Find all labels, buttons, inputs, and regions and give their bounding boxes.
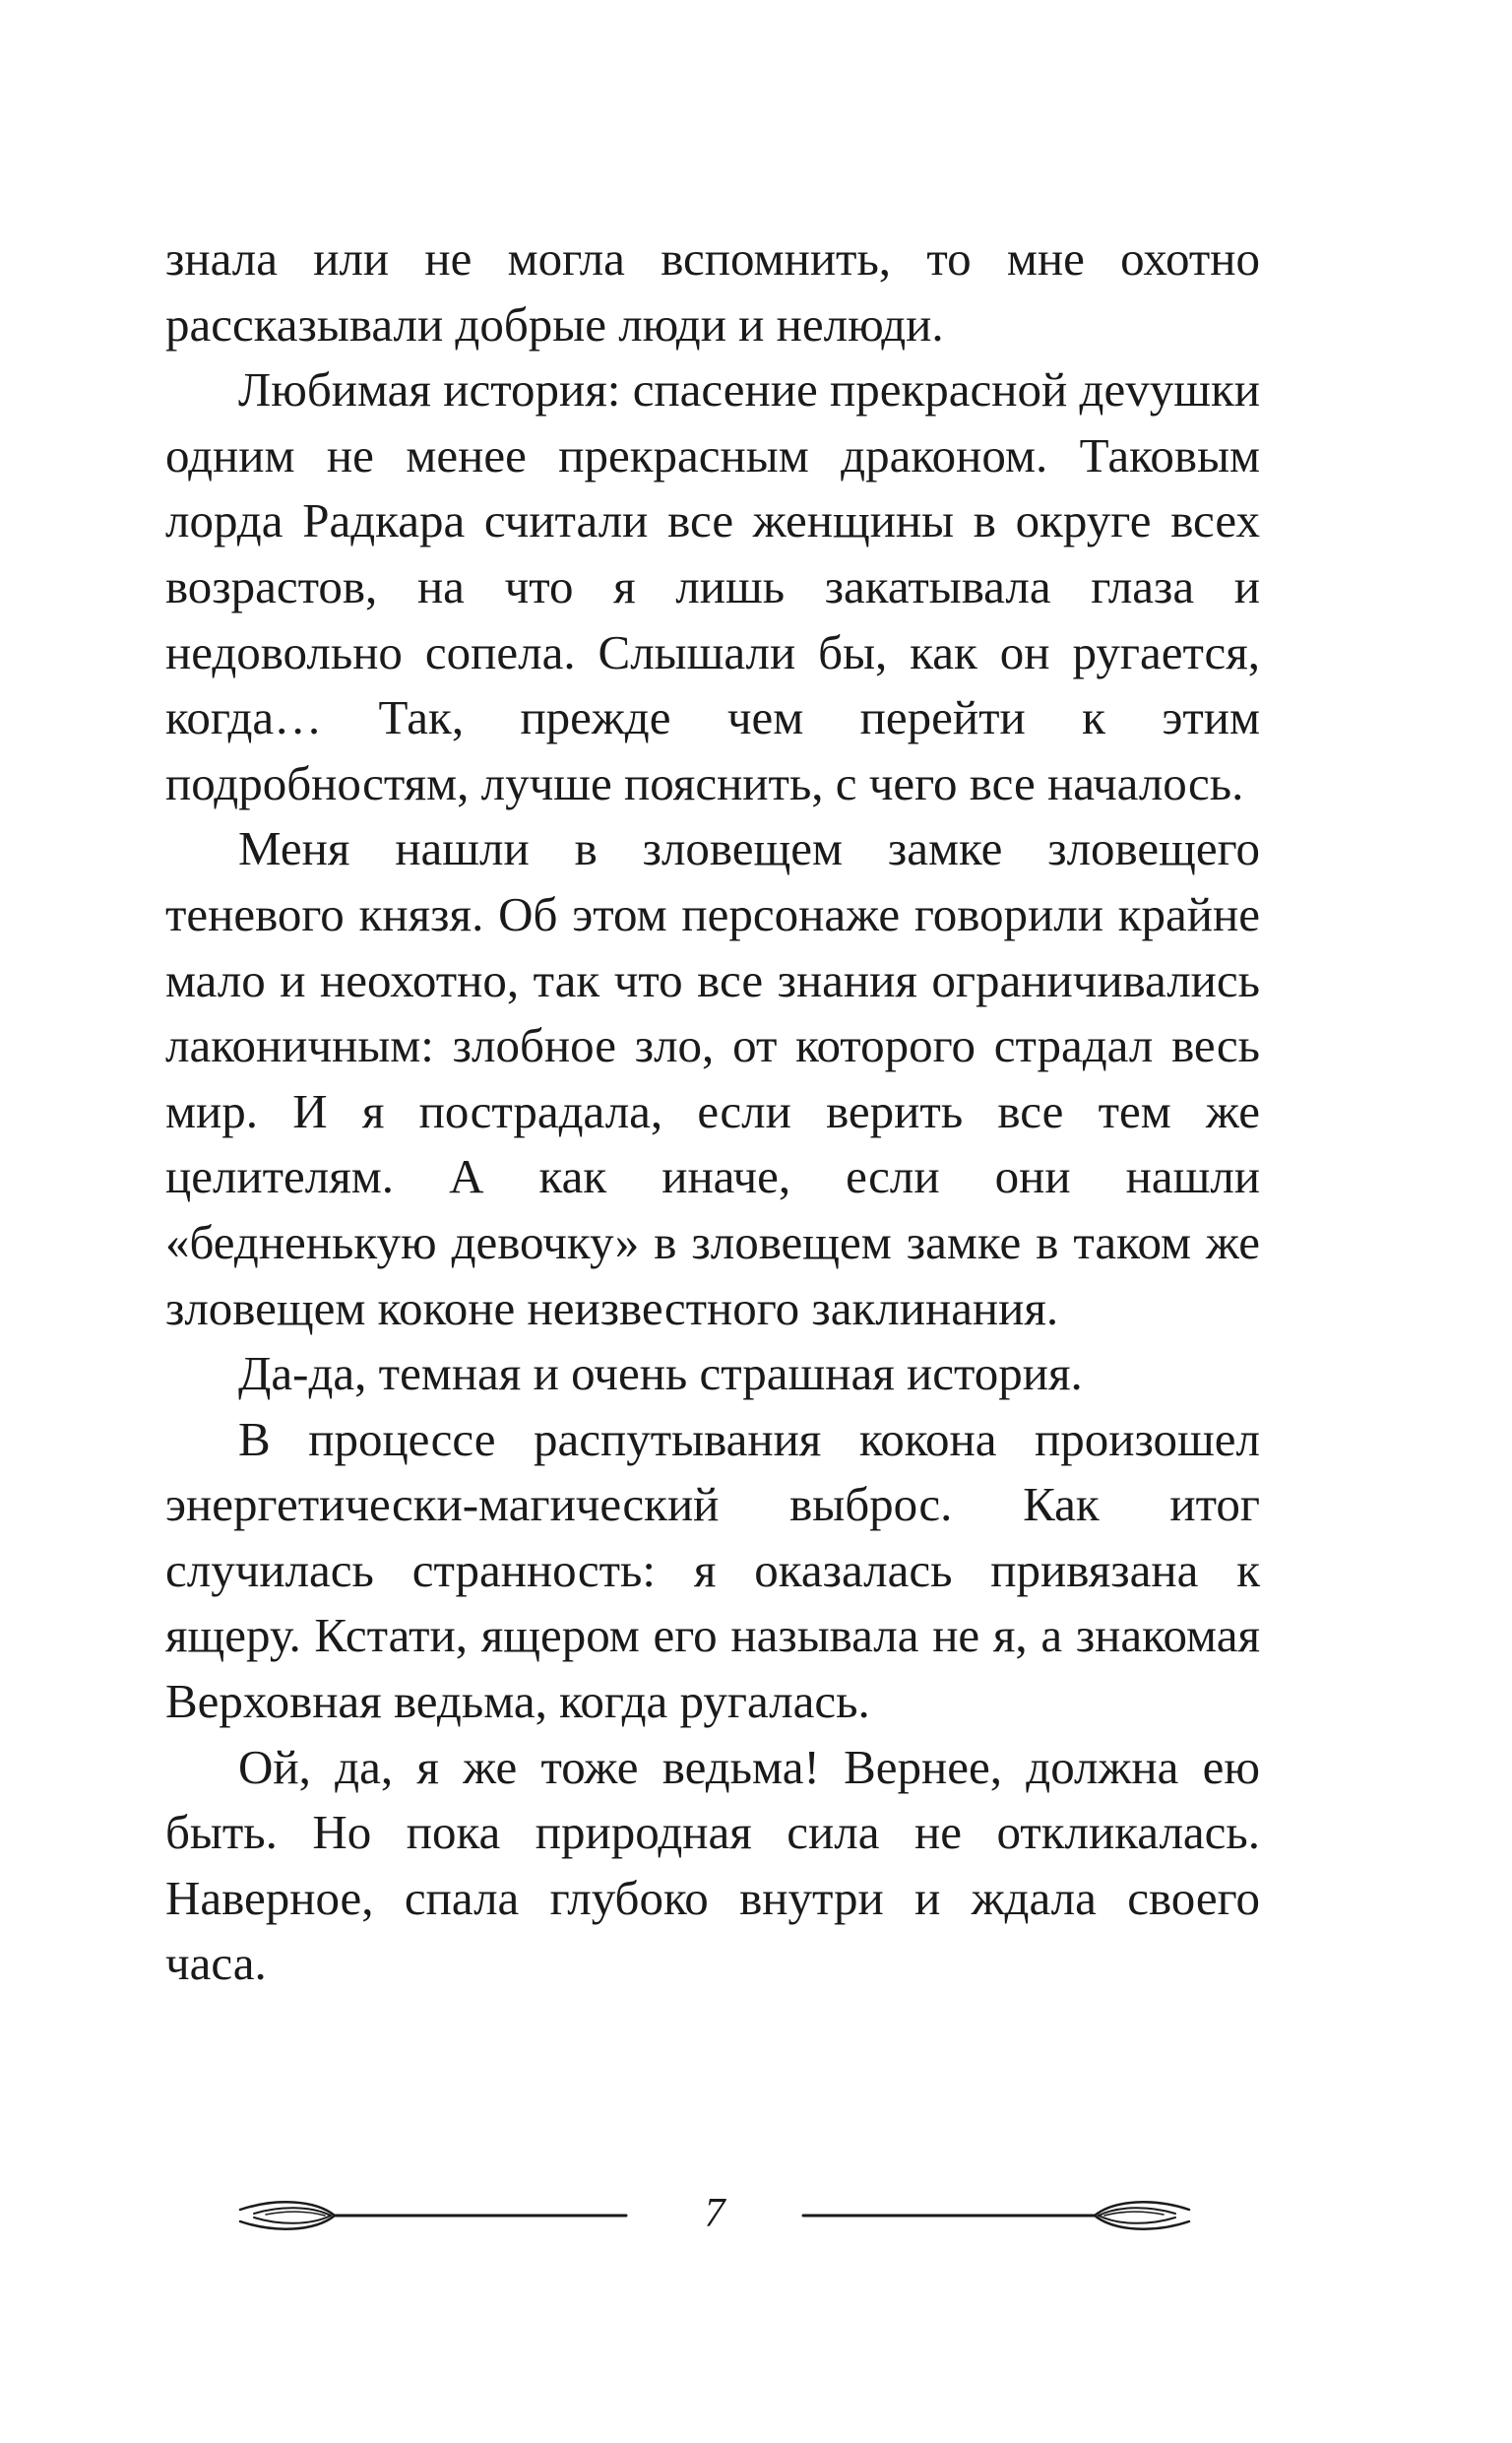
paragraph: Ой, да, я же тоже ведьма! Вернее, должна ею быть. Но пока природная сила не откликалась. Наверное, спала глубоко внутри и ждала своего часа.: [165, 1739, 1260, 1991]
page-footer: [236, 2184, 1193, 2243]
paragraph: Любимая история: спасение прекрасной деvушки одним не менее прекрасным драконом. Таковым лорда Радкара считали все женщины в округе всех возрастов, на что я лишь закатывала глаза и недовольно сопела. Слышали бы, как он ругается, когда… Так, прежде чем перейти к этим подробностям, лучше пояснить, с чего все началось.: [165, 362, 1260, 810]
paragraph: Да-да, темная и очень страшная история.: [238, 1346, 1083, 1401]
page-number: 7: [704, 2191, 725, 2236]
page-body: [165, 226, 1260, 1997]
paragraph: Меня нашли в зловещем замке зловещего теневого князя. Об этом персонаже говорили крайне мало и неохотно, так что все знания ограничивались лаконичным: злобное зло, от которого страдал весь мир. И я пострадала, если верить все тем же целителям. А как иначе, если они нашли «бедненькую девочку» в зловещем замке в таком же зловещем коконе неизвестного заклинания.: [165, 821, 1260, 1335]
paragraph: знала или не могла вспомнить, то мне охотно рассказывали добрые люди и нелюди.: [165, 231, 1260, 352]
paragraph: В процессе распутывания кокона произошел энергетически-магический выброс. Как итог случилась странность: я оказалась привязана к ящеру. Кстати, ящером его называла не я, а знакомая Верховная ведьма, когда ругалась.: [165, 1411, 1260, 1729]
right-ornament-icon: [799, 2184, 1193, 2243]
